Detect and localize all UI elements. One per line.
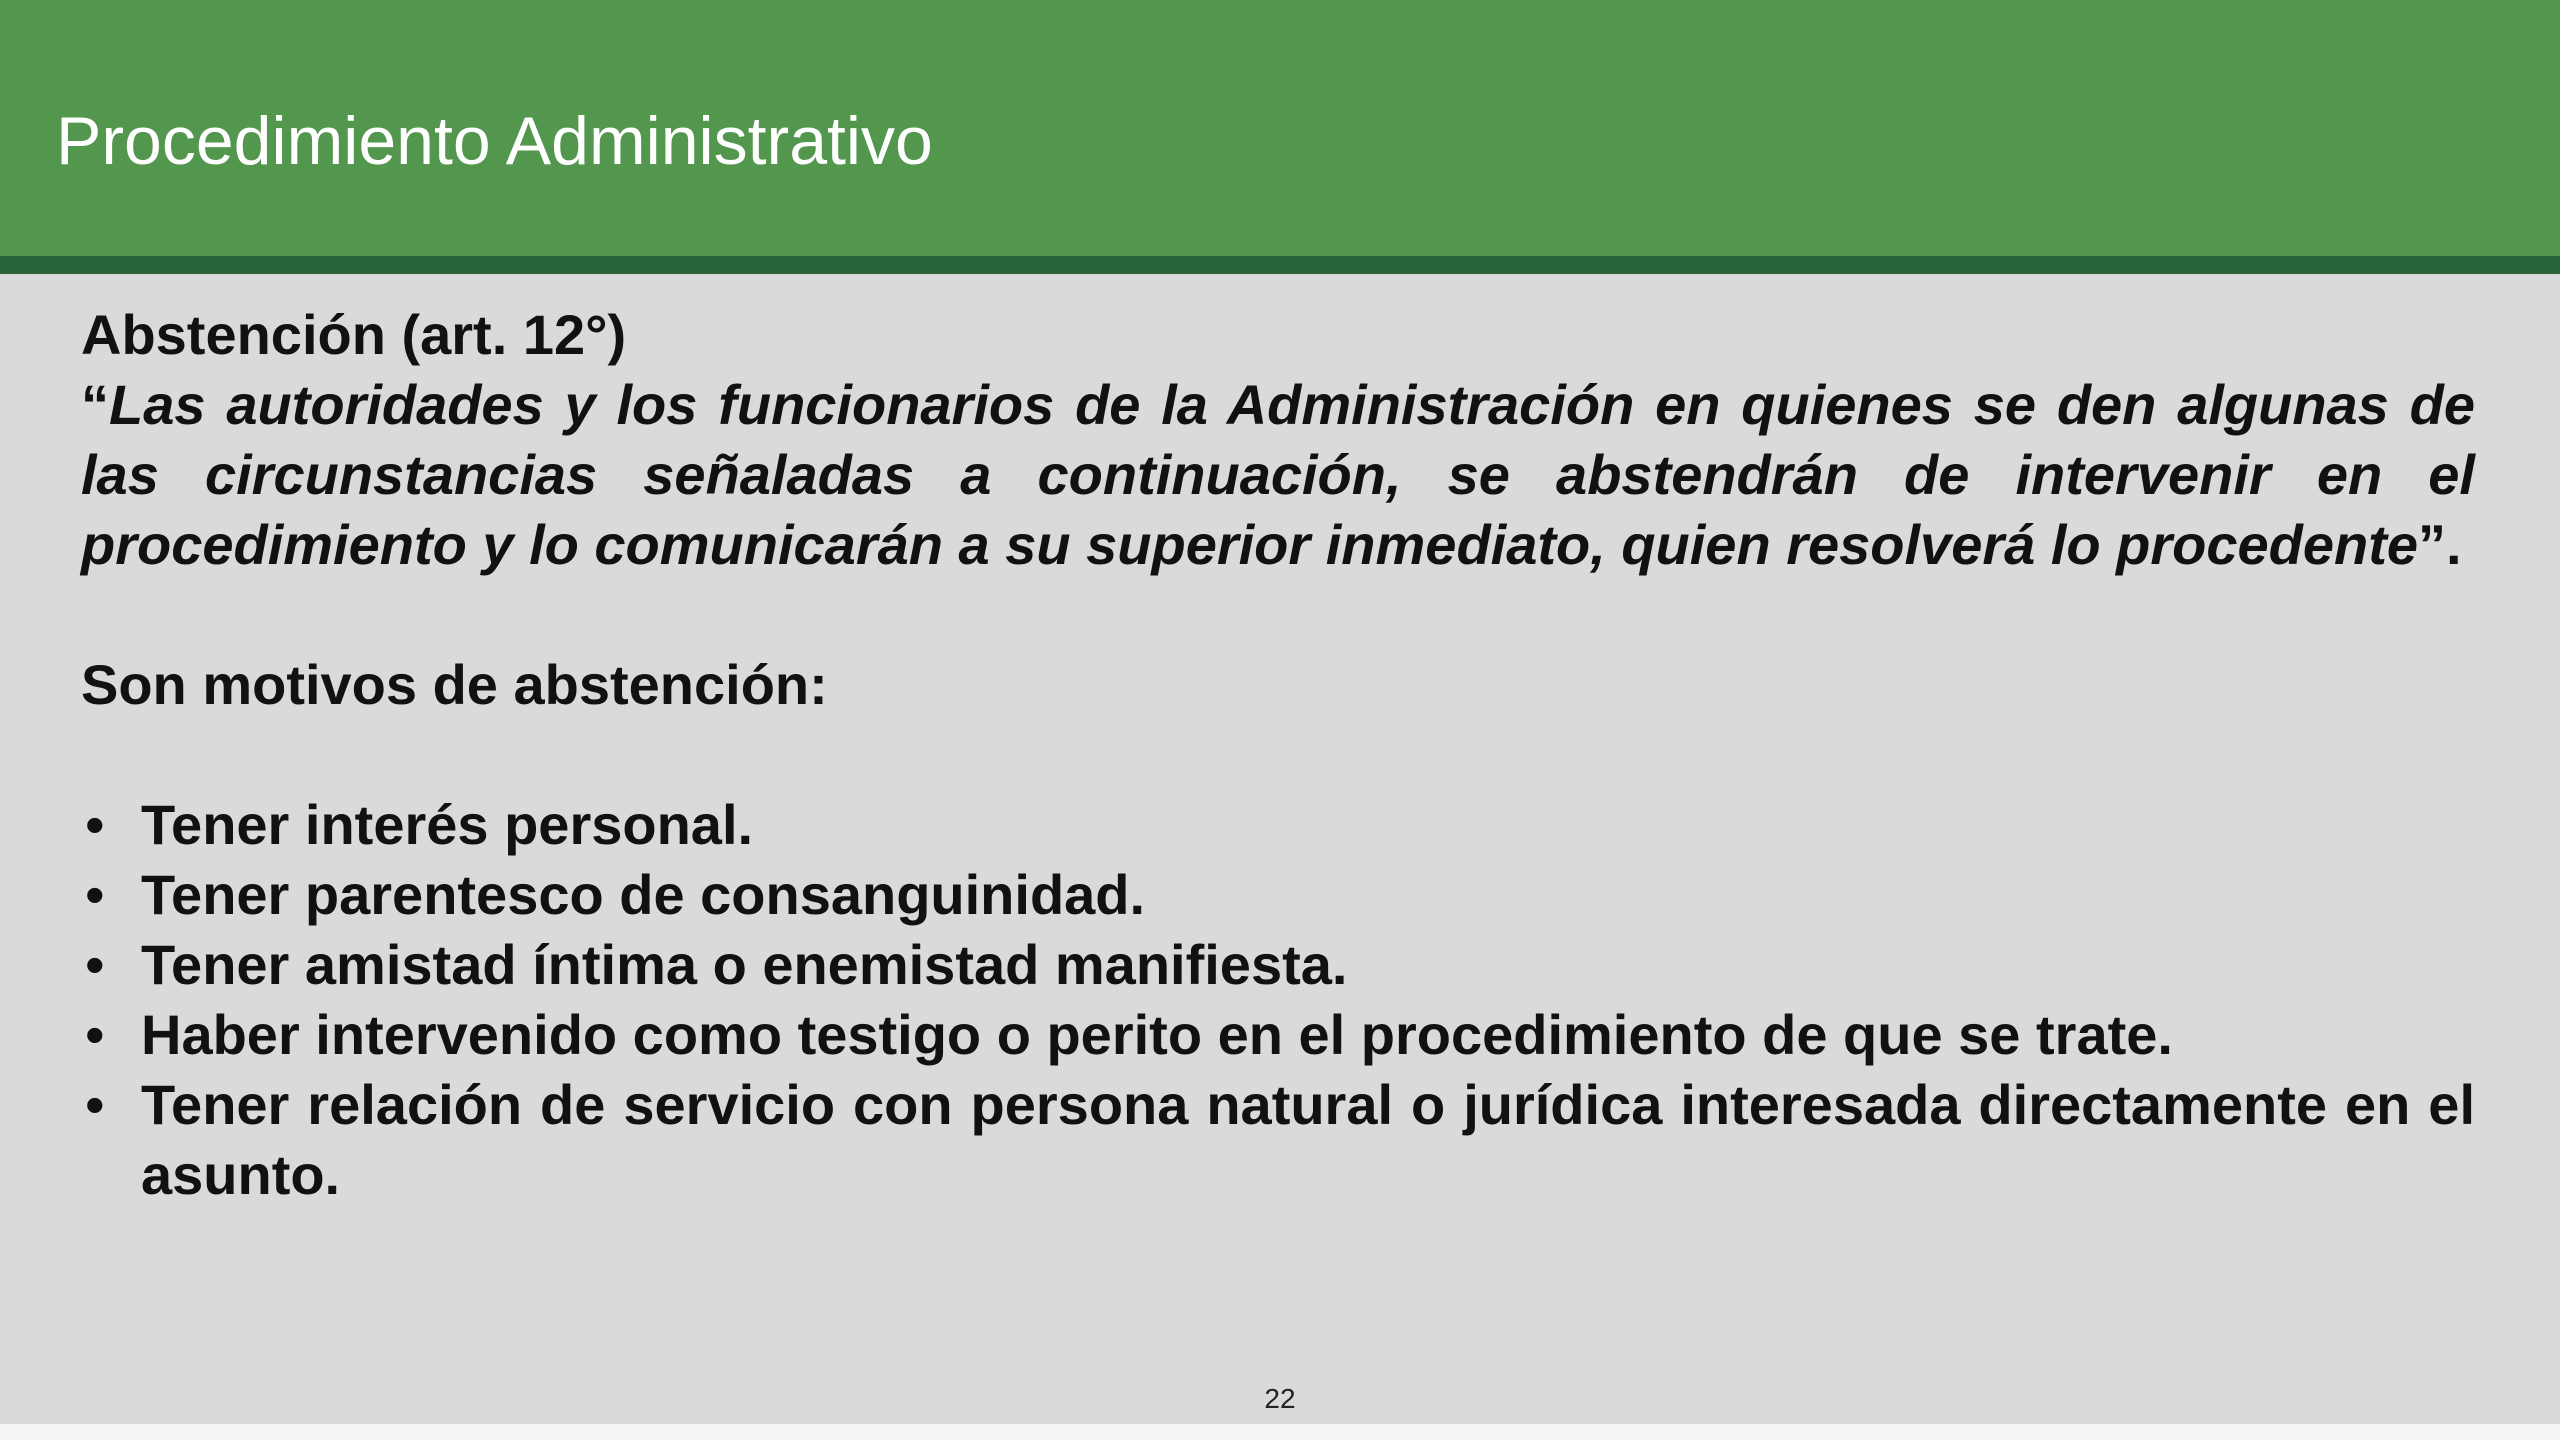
quote-text: Las autoridades y los funcionarios de la Administración en quienes se den algunas de las circunstancias señaladas a continuación, se abstendrán de intervenir en el procedimiento y lo comunicarán a su superior inmediato, quien resolverá lo procedente [81,373,2475,576]
bullet-icon: • [85,793,105,856]
list-item-text: Tener relación de servicio con persona natural o jurídica interesada directamente en el asunto. [141,1073,2475,1206]
spacer [81,720,2475,790]
list-item-text: Tener parentesco de consanguinidad. [141,863,1146,926]
list-item [81,860,2475,930]
list-item [81,1070,2475,1210]
abstention-reasons-list [81,790,2475,1210]
bullet-icon: • [85,1073,105,1136]
header-divider [0,256,2560,274]
list-item-text: Haber intervenido como testigo o perito en el procedimiento de que se trate. [141,1003,2173,1066]
list-item [81,790,2475,860]
list-item [81,1000,2475,1070]
bullet-icon: • [85,1003,105,1066]
bullet-icon: • [85,863,105,926]
list-item-text: Tener interés personal. [141,793,754,856]
quote-close-mark: ”. [2418,513,2462,576]
page-number: 22 [1264,1383,1296,1414]
section-heading: Abstención (art. 12°) [81,303,627,366]
slide-content [81,300,2475,1210]
list-item-text: Tener amistad íntima o enemistad manifiesta. [141,933,1348,996]
bottom-edge [0,1424,2560,1440]
slide-title: Procedimiento Administrativo [56,103,933,179]
spacer [81,580,2475,650]
quote-open-mark: “ [81,373,109,436]
reasons-heading: Son motivos de abstención: [81,653,828,716]
header-bar [0,0,2560,256]
bullet-icon: • [85,933,105,996]
article-quote [81,370,2475,580]
list-item [81,930,2475,1000]
